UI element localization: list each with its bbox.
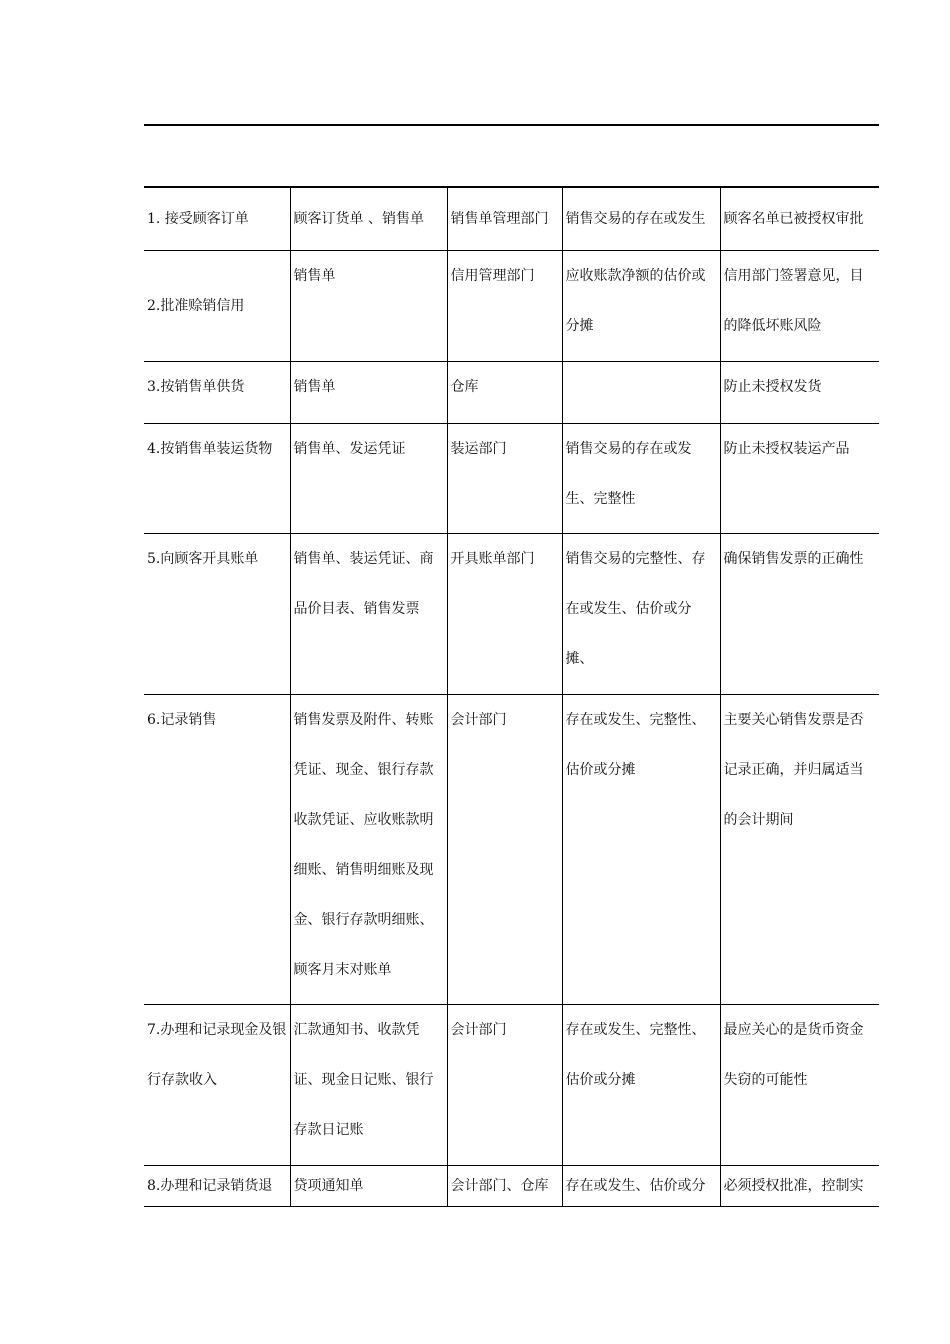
step-cell: 1. 接受顾客订单 [144, 187, 290, 250]
department-cell: 开具账单部门 [447, 533, 562, 694]
documents-cell: 顾客订货单 、销售单 [290, 187, 447, 250]
documents-cell: 销售单、装运凭证、商品价目表、销售发票 [290, 533, 447, 694]
step-cell: 7.办理和记录现金及银行存款收入 [144, 1004, 290, 1165]
control-note-cell: 防止未授权发货 [720, 361, 879, 423]
sales-cycle-table [144, 186, 879, 1207]
documents-cell: 汇款通知书、收款凭证、现金日记账、银行存款日记账 [290, 1004, 447, 1165]
control-note-cell: 最应关心的是货币资金失窃的可能性 [720, 1004, 879, 1165]
assertion-cell: 销售交易的存在或发生、完整性 [562, 423, 720, 533]
assertion-cell: 存在或发生、估价或分 [562, 1165, 720, 1206]
step-cell: 4.按销售单装运货物 [144, 423, 290, 533]
department-cell: 仓库 [447, 361, 562, 423]
step-cell: 6.记录销售 [144, 694, 290, 1004]
documents-cell: 销售单 [290, 250, 447, 361]
documents-cell: 销售发票及附件、转账凭证、现金、银行存款收款凭证、应收账款明细账、销售明细账及现金、银行存款明细账、顾客月末对账单 [290, 694, 447, 1004]
department-cell: 会计部门 [447, 694, 562, 1004]
control-note-cell: 必须授权批准，控制实 [720, 1165, 879, 1206]
department-cell: 会计部门、仓库 [447, 1165, 562, 1206]
table-row [144, 1165, 879, 1206]
table-row [144, 533, 879, 694]
step-cell: 2.批准赊销信用 [144, 250, 290, 361]
assertion-cell [562, 361, 720, 423]
documents-cell: 贷项通知单 [290, 1165, 447, 1206]
control-note-cell: 确保销售发票的正确性 [720, 533, 879, 694]
assertion-cell: 销售交易的存在或发生 [562, 187, 720, 250]
table-row [144, 694, 879, 1004]
step-cell: 8.办理和记录销货退 [144, 1165, 290, 1206]
control-note-cell: 顾客名单已被授权审批 [720, 187, 879, 250]
table-row [144, 250, 879, 361]
assertion-cell: 应收账款净额的估价或分摊 [562, 250, 720, 361]
assertion-cell: 销售交易的完整性、存在或发生、估价或分摊、 [562, 533, 720, 694]
control-note-cell: 防止未授权装运产品 [720, 423, 879, 533]
table-row [144, 423, 879, 533]
assertion-cell: 存在或发生、完整性、估价或分摊 [562, 694, 720, 1004]
step-cell: 5.向顾客开具账单 [144, 533, 290, 694]
department-cell: 装运部门 [447, 423, 562, 533]
control-note-cell: 主要关心销售发票是否记录正确，并归属适当的会计期间 [720, 694, 879, 1004]
control-note-cell: 信用部门签署意见，目的降低坏账风险 [720, 250, 879, 361]
table-row [144, 1004, 879, 1165]
table-row [144, 361, 879, 423]
header-rule [144, 124, 879, 126]
department-cell: 会计部门 [447, 1004, 562, 1165]
documents-cell: 销售单、发运凭证 [290, 423, 447, 533]
department-cell: 销售单管理部门 [447, 187, 562, 250]
documents-cell: 销售单 [290, 361, 447, 423]
step-cell: 3.按销售单供货 [144, 361, 290, 423]
assertion-cell: 存在或发生、完整性、估价或分摊 [562, 1004, 720, 1165]
department-cell: 信用管理部门 [447, 250, 562, 361]
table-row [144, 187, 879, 250]
